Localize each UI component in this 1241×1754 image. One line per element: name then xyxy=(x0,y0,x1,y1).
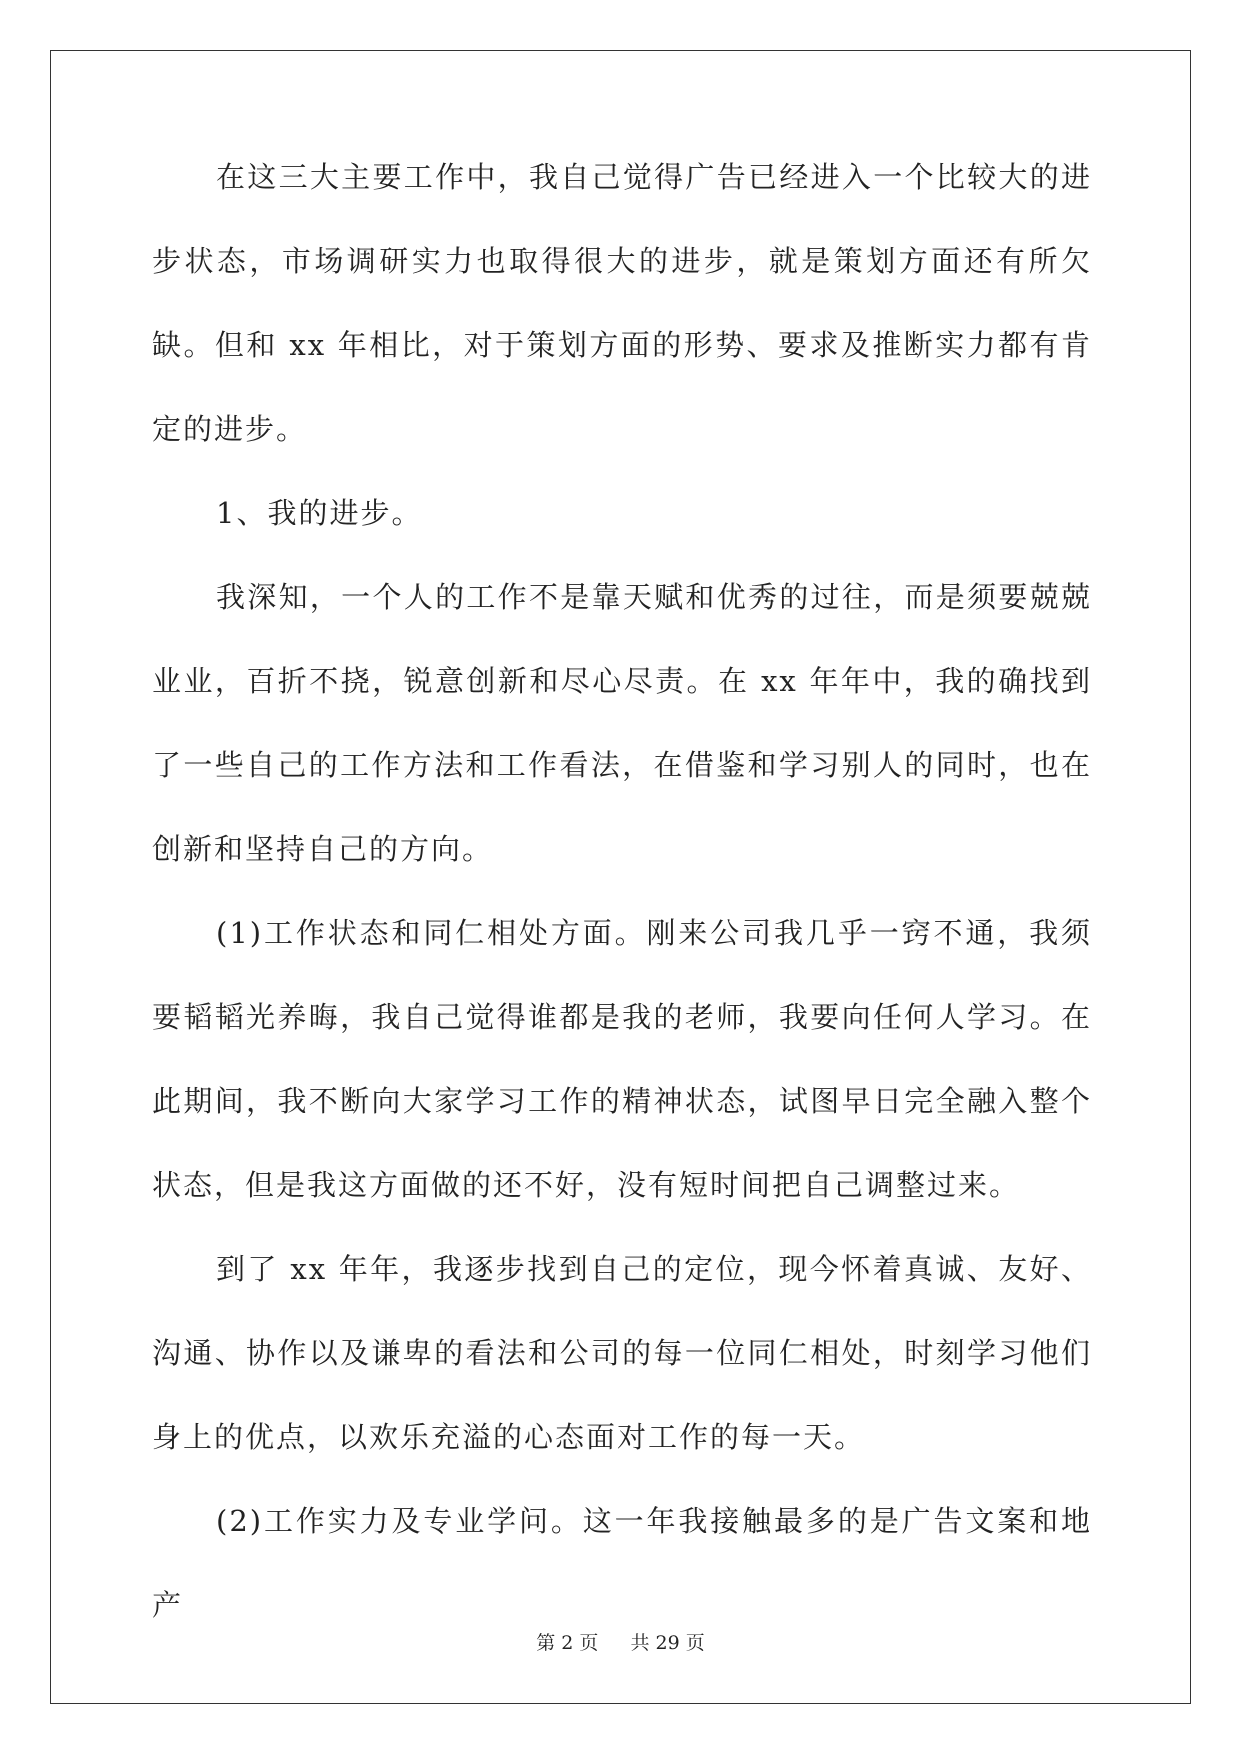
page-total: 共 29 页 xyxy=(630,1632,705,1654)
page-footer xyxy=(0,1628,1241,1655)
section-heading: 1、我的进步。 xyxy=(216,496,423,530)
paragraph: (2)工作实力及专业学问。这一年我接触最多的是广告文案和地产 xyxy=(152,1504,1092,1622)
paragraph: (1)工作状态和同仁相处方面。刚来公司我几乎一窍不通，我须要韬韬光养晦，我自己觉得谁都是我的老师，我要向任何人学习。在此期间，我不断向大家学习工作的精神状态，试图早日完全融入整个状态，但是我这方面做的还不好，没有短时间把自己调整过来。 xyxy=(152,916,1092,1202)
paragraph: 在这三大主要工作中，我自己觉得广告已经进入一个比较大的进步状态，市场调研实力也取得很大的进步，就是策划方面还有所欠缺。但和 xx 年相比，对于策划方面的形势、要求及推断实力都有肯定的进步。 xyxy=(152,160,1092,446)
paragraph: 我深知，一个人的工作不是靠天赋和优秀的过往，而是须要兢兢业业，百折不挠，锐意创新和尽心尽责。在 xx 年年中，我的确找到了一些自己的工作方法和工作看法，在借鉴和学习别人的同时，也在创新和坚持自己的方向。 xyxy=(152,580,1092,866)
page-number: 第 2 页 xyxy=(536,1632,599,1654)
document-body xyxy=(152,160,1092,1647)
paragraph: 到了 xx 年年，我逐步找到自己的定位，现今怀着真诚、友好、沟通、协作以及谦卑的看法和公司的每一位同仁相处，时刻学习他们身上的优点，以欢乐充溢的心态面对工作的每一天。 xyxy=(152,1252,1092,1454)
